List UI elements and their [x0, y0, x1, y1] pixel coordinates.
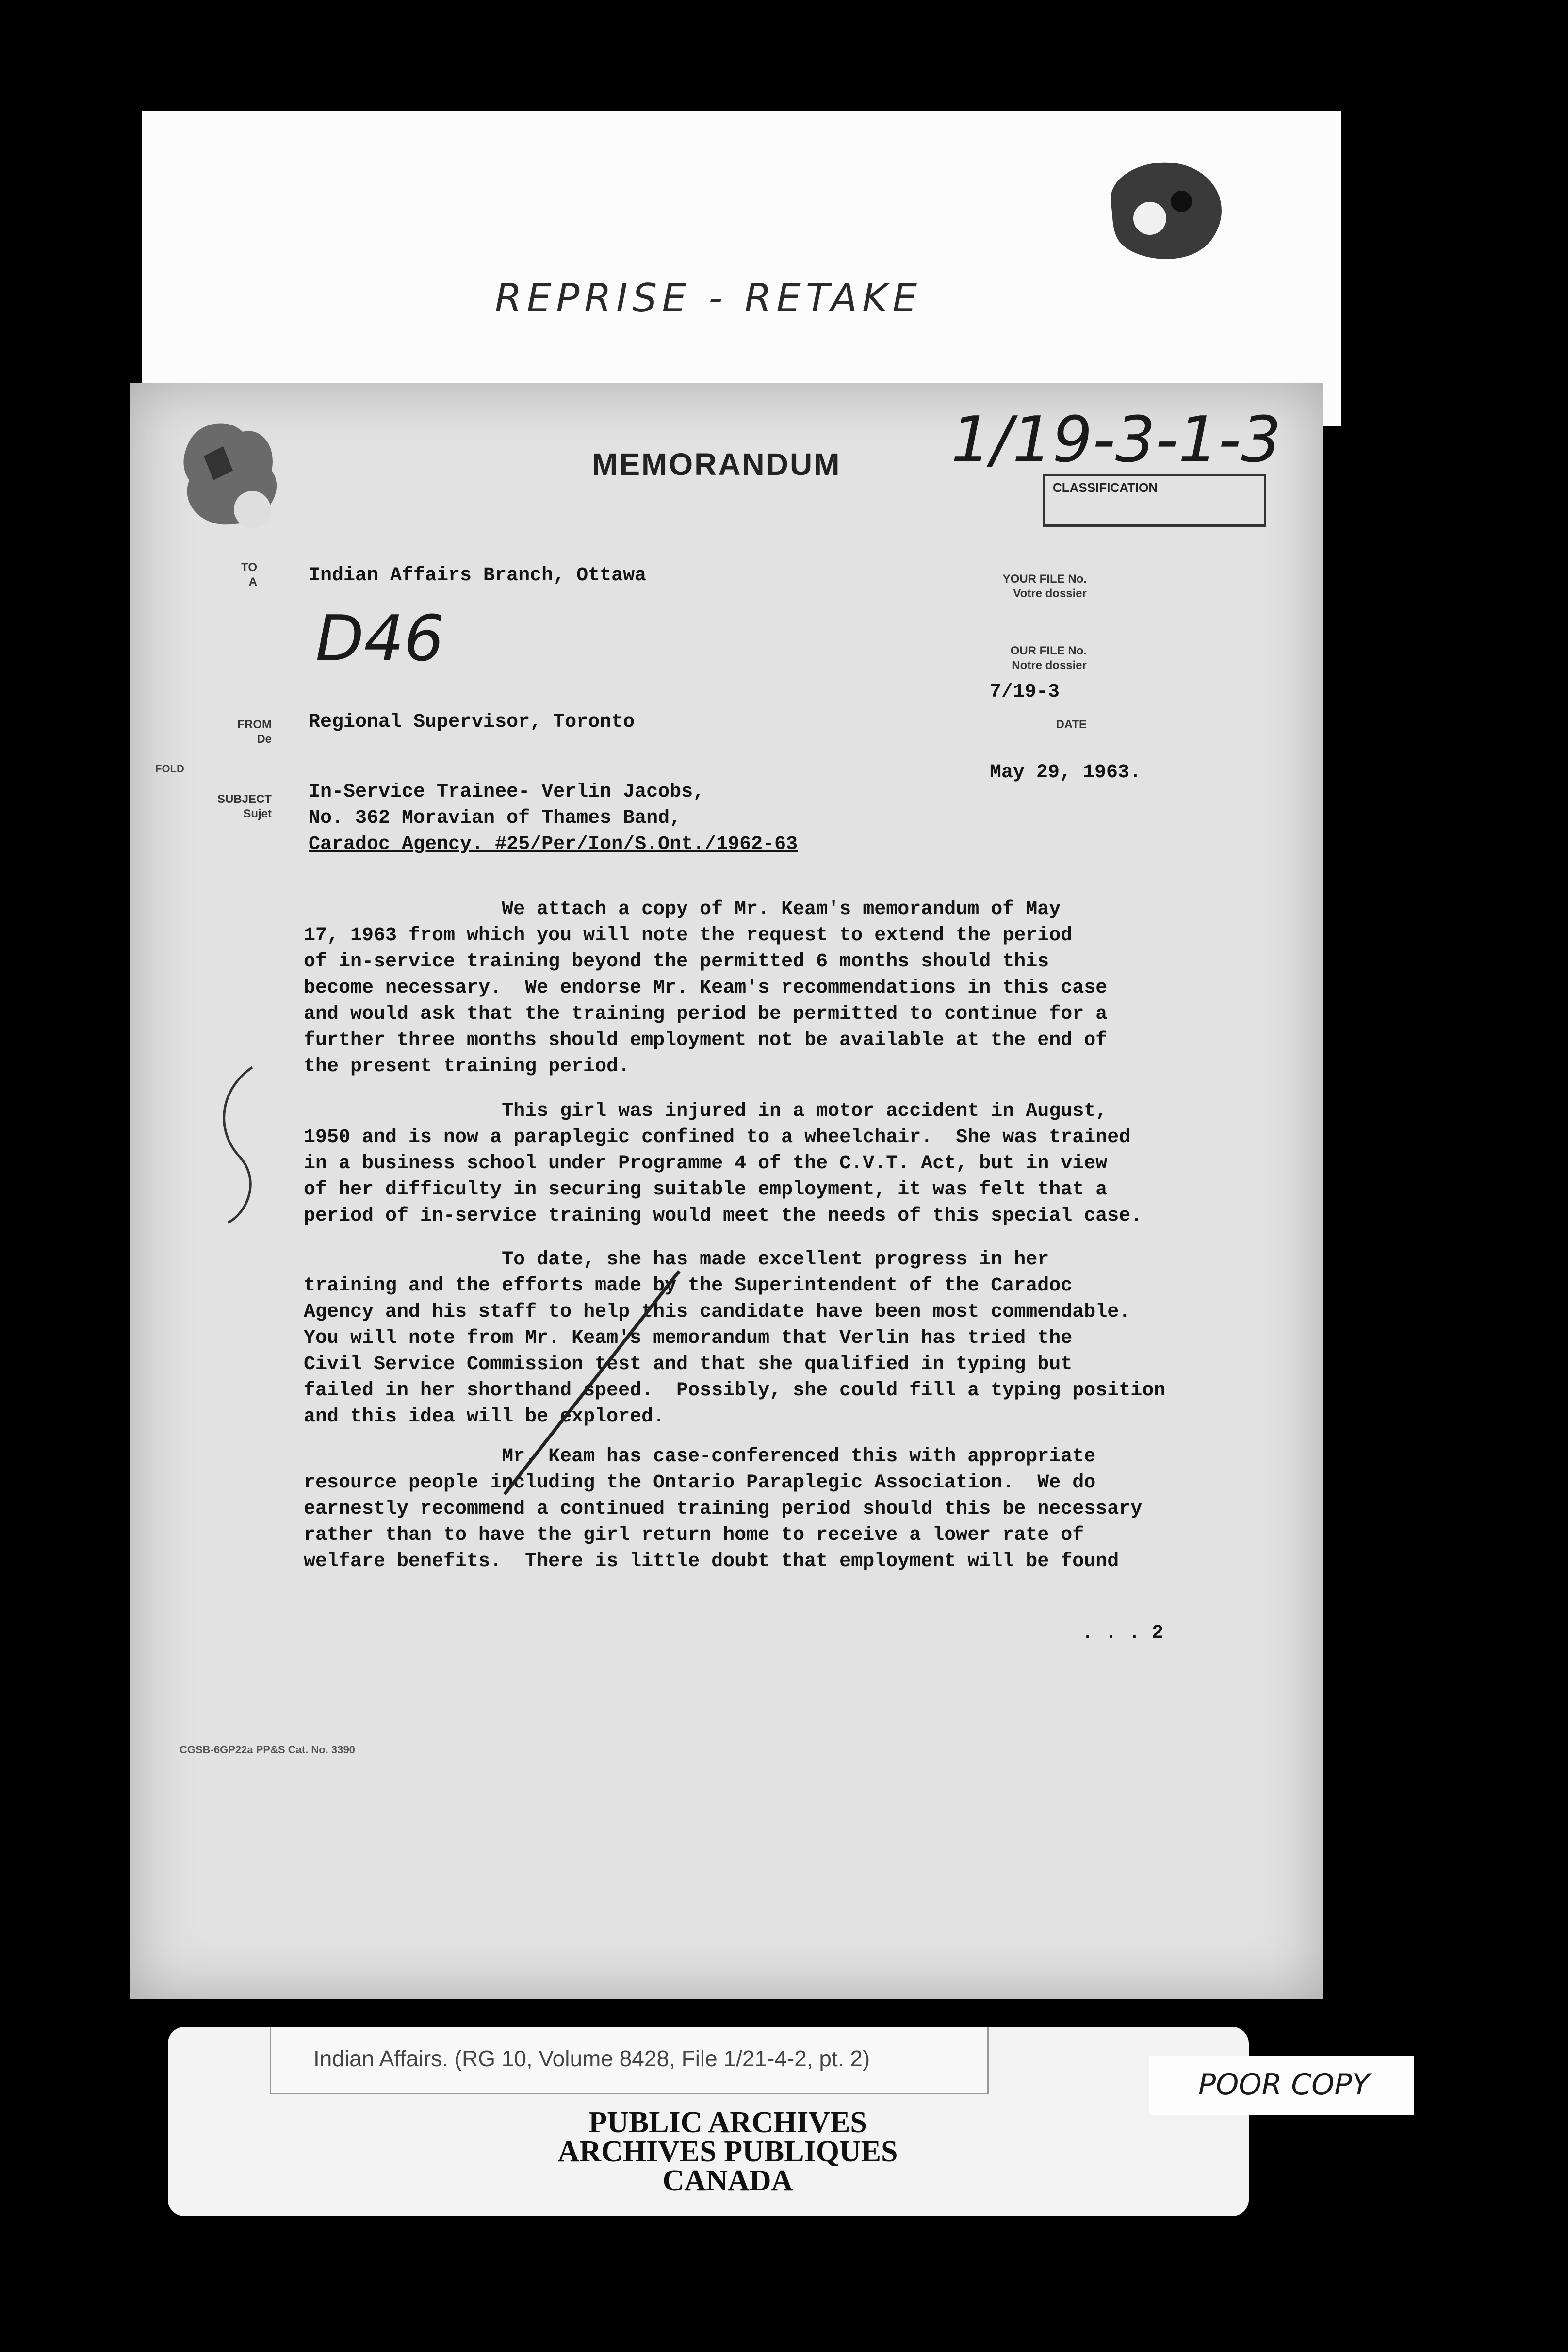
subject-line-2: No. 362 Moravian of Thames Band, — [309, 807, 682, 829]
from-label-en: FROM — [237, 718, 272, 731]
ink-blot — [1092, 146, 1237, 272]
archive-line-1: PUBLIC ARCHIVES — [588, 2106, 867, 2139]
paragraph-line: earnestly recommend a continued training period should this be necessary — [304, 1498, 1143, 1520]
paragraph-line: further three months should employment not be available at the end of — [304, 1029, 1108, 1051]
your-file-label-en: YOUR FILE No. — [1002, 572, 1087, 586]
subject-label-en: SUBJECT — [217, 793, 272, 806]
to-value: Indian Affairs Branch, Ottawa — [309, 565, 647, 587]
classification-label: CLASSIFICATION — [1053, 480, 1158, 495]
paragraph-line: failed in her shorthand speed. Possibly, she could fill a typing position — [304, 1380, 1166, 1402]
crest-icon — [170, 412, 296, 539]
paragraph-line: of her difficulty in securing suitable employment, it was felt that a — [304, 1179, 1108, 1201]
memo-title: MEMORANDUM — [592, 447, 841, 482]
subject-label-fr: Sujet — [243, 807, 272, 820]
date-label: DATE — [1056, 718, 1087, 731]
retake-label: REPRISE - RETAKE — [495, 276, 922, 321]
paragraph-1 — [304, 897, 1107, 1080]
pen-marks — [194, 1058, 1184, 1504]
our-file-label-en: OUR FILE No. — [1010, 644, 1087, 657]
your-file-label-fr: Votre dossier — [1013, 587, 1087, 600]
paragraph-line: You will note from Mr. Keam's memorandum that Verlin has tried the — [304, 1327, 1073, 1349]
to-label-fr: A — [248, 575, 257, 588]
paragraph-line: Civil Service Commission test and that she qualified in typing but — [304, 1354, 1073, 1375]
from-label-fr: De — [257, 733, 272, 746]
paragraph-line: This girl was injured in a motor accident in August, — [304, 1100, 1108, 1122]
paragraph-line: 1950 and is now a paraplegic confined to a wheelchair. She was trained — [304, 1127, 1131, 1148]
paragraph-line: To date, she has made excellent progress in her — [304, 1249, 1049, 1271]
paragraph-line: Agency and his staff to help this candidate have been most commendable. — [304, 1301, 1131, 1323]
handwritten-code: D46 — [315, 602, 444, 675]
paragraph-line: resource people including the Ontario Paraplegic Association. We do — [304, 1472, 1096, 1494]
poor-copy-label: POOR COPY — [1198, 2068, 1370, 2102]
paragraph-line: Mr. Keam has case-conferenced this with appropriate — [304, 1446, 1096, 1468]
paragraph-line: 17, 1963 from which you will note the request to extend the period — [304, 925, 1073, 947]
archive-line-2: ARCHIVES PUBLIQUES — [557, 2135, 898, 2168]
paragraph-line: in a business school under Programme 4 of the C.V.T. Act, but in view — [304, 1153, 1108, 1175]
paragraph-line: the present training period. — [304, 1056, 630, 1078]
subject-line-1: In-Service Trainee- Verlin Jacobs, — [309, 781, 705, 803]
subject-line-3: Caradoc Agency. #25/Per/Ion/S.Ont./1962-63 — [309, 833, 798, 855]
to-label-en: TO — [241, 561, 257, 574]
our-file-value: 7/19-3 — [990, 681, 1060, 703]
date-value: May 29, 1963. — [990, 762, 1142, 784]
paragraph-line: rather than to have the girl return home to receive a lower rate of — [304, 1524, 1084, 1546]
continuation-mark: . . . 2 — [1082, 1622, 1164, 1644]
file-number-handwritten: 1/19-3-1-3 — [951, 403, 1281, 476]
our-file-label-fr: Notre dossier — [1012, 659, 1087, 672]
from-value: Regional Supervisor, Toronto — [309, 711, 635, 733]
paragraph-line: and this idea will be explored. — [304, 1406, 665, 1428]
paragraph-line: period of in-service training would meet the needs of this special case. — [304, 1205, 1143, 1227]
archive-line-3: CANADA — [662, 2164, 793, 2197]
archive-reference: Indian Affairs. (RG 10, Volume 8428, File 1/21-4-2, pt. 2) — [313, 2046, 870, 2071]
paragraph-line: and would ask that the training period be permitted to continue for a — [304, 1003, 1108, 1025]
form-number: CGSB-6GP22a PP&S Cat. No. 3390 — [180, 1744, 355, 1756]
paragraph-line: training and the efforts made by the Superintendent of the Caradoc — [304, 1275, 1073, 1297]
paragraph-line: become necessary. We endorse Mr. Keam's recommendations in this case — [304, 977, 1108, 999]
paragraph-line: of in-service training beyond the permitted 6 months should this — [304, 951, 1049, 973]
paragraph-line: welfare benefits. There is little doubt that employment will be found — [304, 1551, 1119, 1572]
fold-label: FOLD — [155, 763, 184, 775]
paragraph-line: We attach a copy of Mr. Keam's memorandum of May — [304, 898, 1061, 920]
